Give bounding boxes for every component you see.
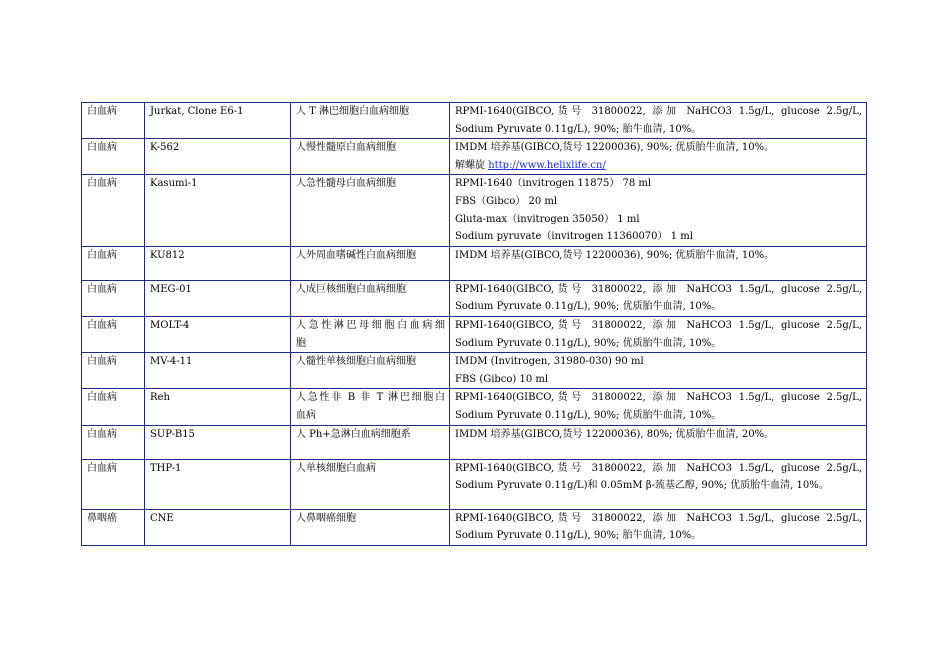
table-row [82, 459, 867, 509]
description-line: 人鼻咽癌细胞 [296, 512, 356, 524]
table-row [82, 389, 867, 425]
medium-line: Gluta-max（invitrogen 35050） 1 ml [455, 213, 640, 225]
medium-line: Sodium Pyruvate 0.11g/L)和 0.05mM β-巯基乙醇, 90%; 优质胎牛血清, 10%。 [455, 480, 829, 492]
culture-medium-cell [450, 389, 867, 425]
description-line: 人 Ph+急淋白血病细胞系 [296, 428, 411, 440]
cell-line-name-cell: Reh [145, 389, 291, 425]
cell-description-cell [291, 459, 450, 509]
disease-category-cell: 白血病 [82, 459, 145, 509]
table-row [82, 139, 867, 175]
cell-description-cell [291, 509, 450, 545]
source-label: 解螺旋 [455, 159, 485, 171]
disease-category-cell: 白血病 [82, 246, 145, 280]
medium-line: Sodium Pyruvate 0.11g/L), 90%; 优质胎牛血清, 10%。 [455, 301, 722, 313]
cell-description-cell [291, 139, 450, 175]
cell-description-cell [291, 280, 450, 316]
cell-description-cell [291, 425, 450, 459]
medium-line: RPMI-1640(GIBCO,货号 31800022, 添加 NaHCO3 1.5g/L, glucose 2.5g/L, [455, 106, 862, 117]
disease-category-cell: 白血病 [82, 103, 145, 139]
disease-category-cell: 鼻咽癌 [82, 509, 145, 545]
cell-description-cell [291, 175, 450, 246]
culture-medium-cell [450, 353, 867, 389]
medium-line: Sodium Pyruvate 0.11g/L), 90%; 胎牛血清, 10%。 [455, 123, 702, 135]
culture-medium-cell [450, 316, 867, 352]
medium-line: RPMI-1640(GIBCO,货号 31800022, 添加 NaHCO3 1.5g/L, glucose 2.5g/L, [455, 283, 862, 295]
description-line: 人单核细胞白血病 [296, 462, 376, 474]
medium-line: RPMI-1640(GIBCO,货号 31800022, 添加 NaHCO3 1.5g/L, glucose 2.5g/L, [455, 392, 862, 404]
culture-medium-cell [450, 425, 867, 459]
source-link[interactable]: http://www.helixlife.cn/ [488, 159, 606, 171]
disease-category-cell: 白血病 [82, 353, 145, 389]
table-row [82, 246, 867, 280]
cell-line-name-cell: MEG-01 [145, 280, 291, 316]
medium-line: IMDM 培养基(GIBCO,货号 12200036), 90%; 优质胎牛血清, 10%。 [455, 249, 775, 261]
cell-description-cell [291, 389, 450, 425]
description-line: 人外周血嗜碱性白血病细胞 [296, 249, 416, 261]
medium-line: IMDM (Invitrogen, 31980-030) 90 ml [455, 356, 644, 368]
medium-line: IMDM 培养基(GIBCO,货号 12200036), 90%; 优质胎牛血清, 10%。 [455, 142, 775, 154]
medium-line: FBS (Gibco) 10 ml [455, 373, 549, 385]
description-line: 人成巨核细胞白血病细胞 [296, 283, 406, 295]
disease-category-cell: 白血病 [82, 425, 145, 459]
table-row [82, 425, 867, 459]
disease-category-cell: 白血病 [82, 280, 145, 316]
table-row [82, 103, 867, 139]
culture-medium-cell [450, 175, 867, 246]
cell-description-cell [291, 316, 450, 352]
medium-line: Sodium Pyruvate 0.11g/L), 90%; 胎牛血清, 10%。 [455, 530, 702, 542]
description-line: 人急性非 B 非 T 淋巴细胞白 [296, 392, 445, 404]
table-row [82, 175, 867, 246]
cell-description-cell [291, 353, 450, 389]
description-line: 胞 [296, 337, 306, 349]
culture-medium-cell [450, 139, 867, 175]
description-line: 人急性髓母白血病细胞 [296, 178, 396, 190]
cell-line-name-cell: SUP-B15 [145, 425, 291, 459]
culture-medium-cell [450, 280, 867, 316]
medium-line: RPMI-1640(GIBCO,货号 31800022, 添加 NaHCO3 1.5g/L, glucose 2.5g/L, [455, 319, 862, 331]
cell-line-name-cell: MOLT-4 [145, 316, 291, 352]
table-row [82, 280, 867, 316]
description-line: 人慢性髓原白血病细胞 [296, 142, 396, 154]
cell-line-name-cell: KU812 [145, 246, 291, 280]
cell-line-name-cell: CNE [145, 509, 291, 545]
medium-line: Sodium Pyruvate 0.11g/L), 90%; 优质胎牛血清, 10%。 [455, 337, 722, 349]
cell-description-cell [291, 246, 450, 280]
description-line: 血病 [296, 409, 316, 421]
cell-description-cell [291, 103, 450, 139]
cell-line-name-cell: THP-1 [145, 459, 291, 509]
table-row [82, 353, 867, 389]
disease-category-cell: 白血病 [82, 175, 145, 246]
cell-line-table [81, 102, 867, 546]
medium-line: FBS（Gibco） 20 ml [455, 195, 558, 207]
medium-line: RPMI-1640(GIBCO,货号 31800022, 添加 NaHCO3 1.5g/L, glucose 2.5g/L, [455, 512, 862, 524]
source-line [455, 157, 862, 175]
description-line: 人急性淋巴母细胞白血病细 [296, 319, 445, 331]
culture-medium-cell [450, 246, 867, 280]
medium-line: Sodium Pyruvate 0.11g/L), 90%; 优质胎牛血清, 10%。 [455, 409, 722, 421]
cell-line-name-cell: K-562 [145, 139, 291, 175]
medium-line: Sodium pyruvate（invitrogen 11360070） 1 ml [455, 231, 693, 243]
medium-line: IMDM 培养基(GIBCO,货号 12200036), 80%; 优质胎牛血清, 20%。 [455, 428, 775, 440]
table-body [82, 103, 867, 546]
disease-category-cell: 白血病 [82, 139, 145, 175]
culture-medium-cell [450, 459, 867, 509]
medium-line: RPMI-1640(GIBCO,货号 31800022, 添加 NaHCO3 1.5g/L, glucose 2.5g/L, [455, 462, 862, 474]
cell-line-name-cell: Jurkat, Clone E6-1 [145, 103, 291, 139]
disease-category-cell: 白血病 [82, 389, 145, 425]
culture-medium-cell [450, 103, 867, 139]
description-line: 人 T 淋巴细胞白血病细胞 [296, 106, 410, 117]
cell-line-name-cell: MV-4-11 [145, 353, 291, 389]
description-line: 人髓性单核细胞白血病细胞 [296, 356, 416, 368]
medium-line: RPMI-1640（invitrogen 11875） 78 ml [455, 178, 652, 190]
table-row [82, 316, 867, 352]
cell-line-name-cell: Kasumi-1 [145, 175, 291, 246]
table-row [82, 509, 867, 545]
culture-medium-cell [450, 509, 867, 545]
disease-category-cell: 白血病 [82, 316, 145, 352]
